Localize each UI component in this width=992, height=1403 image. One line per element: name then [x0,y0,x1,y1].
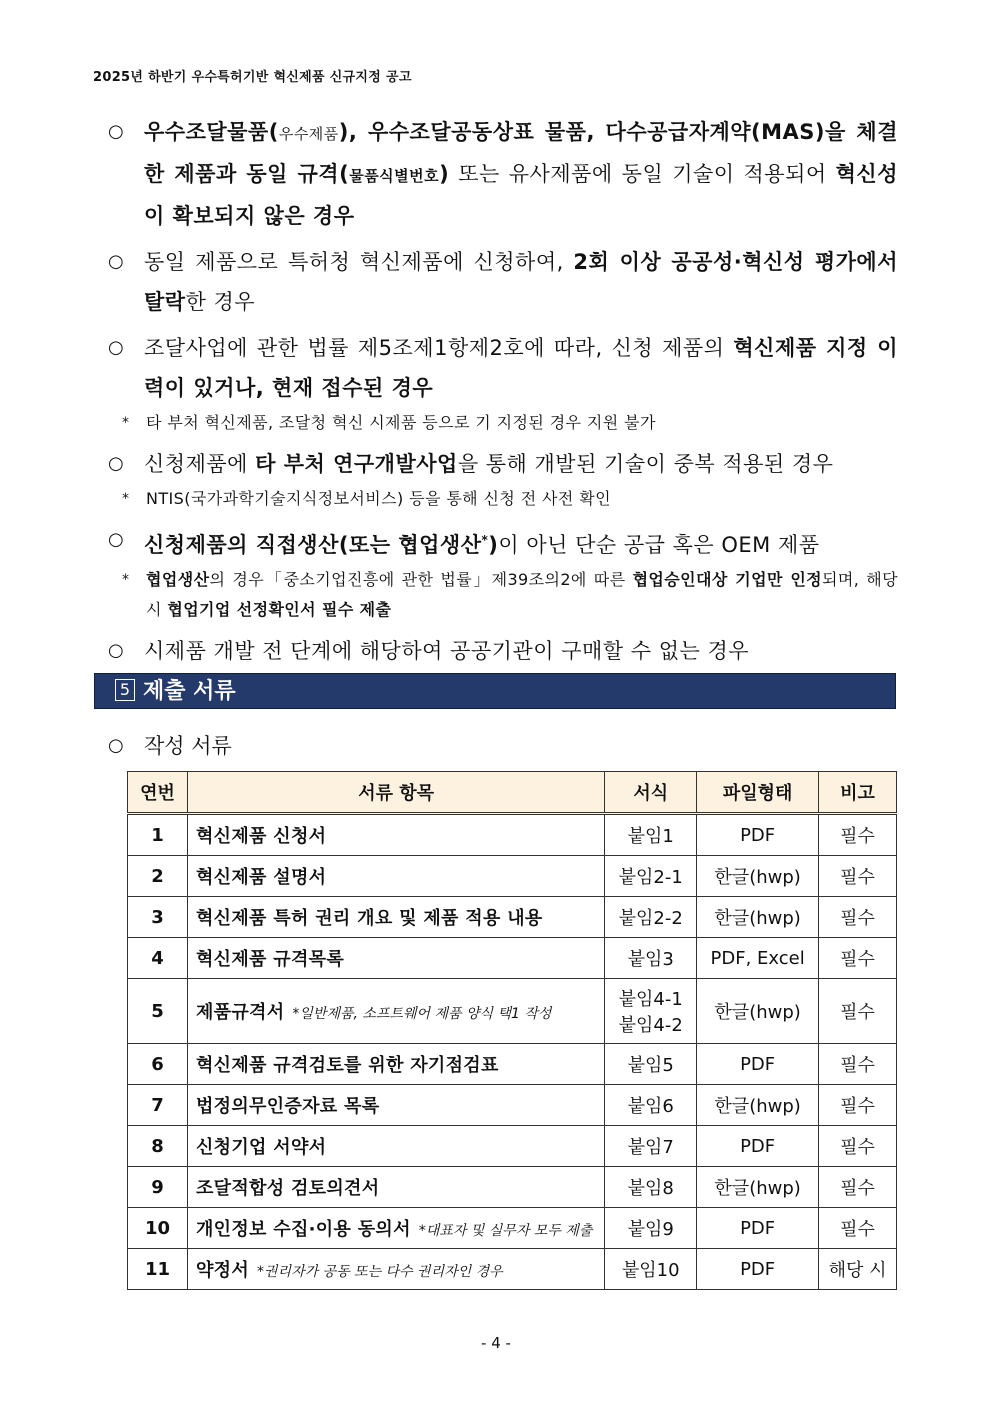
file-type: 한글(hwp) [714,1002,801,1023]
file-type: PDF [740,1217,776,1239]
document-name: 혁신제품 규격목록 [195,949,345,970]
remark: 해당 시 [828,1260,887,1281]
remark: 필수 [840,949,875,970]
document-note: *대표자 및 실무자 모두 제출 [418,1223,593,1239]
document-name: 법정의무인증자료 목록 [195,1096,380,1117]
list-item: ○ 시제품 개발 전 단계에 해당하여 공공기관이 구매할 수 없는 경우 [108,631,898,671]
list-item: ○ 신청제품에 타 부처 연구개발사업을 통해 개발된 기술이 중복 적용된 경우 [108,444,898,484]
row-number: 10 [144,1217,170,1239]
row-number: 1 [151,824,164,846]
page-number: - 4 - [481,1334,511,1352]
table-row [128,1085,897,1126]
note-item: * NTIS(국가과학기술지식정보서비스) 등을 통해 신청 전 사전 확인 [122,484,898,514]
document-note: *일반제품, 소프트웨어 제품 양식 택1 작성 [292,1006,552,1022]
bullet-circle-icon: ○ [108,121,125,142]
file-type: PDF [740,1258,776,1280]
note-item: * 협업생산의 경우「중소기업진흥에 관한 법률」제39조의2에 따른 협업승인대상 기업만 인정되며, 해당 시 협업기업 선정확인서 필수 제출 [122,565,898,625]
list-item: ○ 우수조달물품(우수제품), 우수조달공동상표 물품, 다수공급자계약(MAS)을 체결한 제품과 동일 규격(물품식별번호) 또는 유사제품에 동일 기술이 적용되어 혁신성이 확보되지 않은 경우 [108,112,898,236]
remark: 필수 [840,867,875,888]
row-number: 11 [144,1258,170,1280]
table-row [128,814,897,856]
file-type: PDF, Excel [710,947,805,969]
form-ref: 붙임10 [621,1260,680,1281]
list-item: ○ 동일 제품으로 특허청 혁신제품에 신청하여, 2회 이상 공공성·혁신성 평가에서 탈락한 경우 [108,242,898,322]
note-item: * 타 부처 혁신제품, 조달청 혁신 시제품 등으로 기 지정된 경우 지원 불가 [122,408,898,438]
document-name: 혁신제품 특허 권리 개요 및 제품 적용 내용 [195,908,543,929]
remark: 필수 [840,826,875,847]
subsection-heading: ○ 작성 서류 [108,730,232,762]
column-header: 서류 항목 [187,772,604,814]
document-name: 혁신제품 신청서 [195,826,327,847]
form-ref: 붙임7 [627,1137,674,1158]
document-name: 신청기업 서약서 [195,1137,327,1158]
table-row [128,1167,897,1208]
file-type: 한글(hwp) [714,908,801,929]
list-item: ○ 조달사업에 관한 법률 제5조제1항제2호에 따라, 신청 제품의 혁신제품 지정 이력이 있거나, 현재 접수된 경우 [108,328,898,408]
list-item: ○ 신청제품의 직접생산(또는 협업생산*)이 아닌 단순 공급 혹은 OEM 제품 [108,520,898,565]
file-type: 한글(hwp) [714,1178,801,1199]
form-ref: 붙임5 [627,1055,674,1076]
file-type: PDF [740,1053,776,1075]
document-name: 혁신제품 설명서 [195,867,327,888]
bullet-circle-icon: ○ [108,735,124,756]
document-name: 개인정보 수집·이용 동의서 [195,1219,411,1240]
section-heading [94,673,896,709]
column-header: 비고 [819,772,897,814]
table-row [128,1208,897,1249]
remark: 필수 [840,908,875,929]
row-number: 7 [151,1094,164,1116]
table-row [128,856,897,897]
document-name: 혁신제품 규격검토를 위한 자기점검표 [195,1055,499,1076]
file-type: PDF [740,1135,776,1157]
column-header: 파일형태 [697,772,819,814]
remark: 필수 [840,1002,875,1023]
row-number: 9 [151,1176,164,1198]
row-number: 3 [151,906,164,928]
table-row [128,1249,897,1290]
bullet-circle-icon: ○ [108,453,125,474]
asterisk-icon: * [122,572,130,588]
asterisk-icon: * [122,415,130,431]
bullet-circle-icon: ○ [108,337,125,358]
form-ref: 붙임4-2 [618,1015,683,1036]
eligibility-exclusion-list [108,112,898,671]
document-name: 약정서 [195,1260,250,1281]
row-number: 6 [151,1053,164,1075]
row-number: 4 [151,947,164,969]
row-number: 5 [151,1000,164,1022]
table-row [128,897,897,938]
remark: 필수 [840,1055,875,1076]
section-title: 제출 서류 [143,679,236,704]
form-ref: 붙임4-1 [618,989,683,1010]
row-number: 8 [151,1135,164,1157]
form-ref: 붙임2-2 [618,908,683,929]
form-ref: 붙임2-1 [618,867,683,888]
table-row [128,1126,897,1167]
table-row [128,1044,897,1085]
table-header-row [128,772,897,814]
form-ref: 붙임1 [627,826,674,847]
remark: 필수 [840,1219,875,1240]
column-header: 서식 [605,772,697,814]
column-header: 연번 [128,772,188,814]
form-ref: 붙임9 [627,1219,674,1240]
table-row [128,979,897,1044]
form-ref: 붙임6 [627,1096,674,1117]
remark: 필수 [840,1178,875,1199]
file-type: 한글(hwp) [714,1096,801,1117]
bullet-circle-icon: ○ [108,640,125,661]
file-type: PDF [740,824,776,846]
table-row [128,938,897,979]
form-ref: 붙임3 [627,949,674,970]
document-name: 조달적합성 검토의견서 [195,1178,380,1199]
document-name: 제품규격서 [195,1002,285,1023]
document-note: *권리자가 공동 또는 다수 권리자인 경우 [257,1264,503,1280]
file-type: 한글(hwp) [714,867,801,888]
document-header: 2025년 하반기 우수특허기반 혁신제품 신규지정 공고 [93,70,412,85]
remark: 필수 [840,1096,875,1117]
section-number-box: 5 [115,679,135,701]
bullet-circle-icon: ○ [108,251,125,272]
remark: 필수 [840,1137,875,1158]
asterisk-icon: * [122,491,130,507]
row-number: 2 [151,865,164,887]
bullet-circle-icon: ○ [108,529,125,550]
form-ref: 붙임8 [627,1178,674,1199]
required-documents-table [127,771,897,1290]
